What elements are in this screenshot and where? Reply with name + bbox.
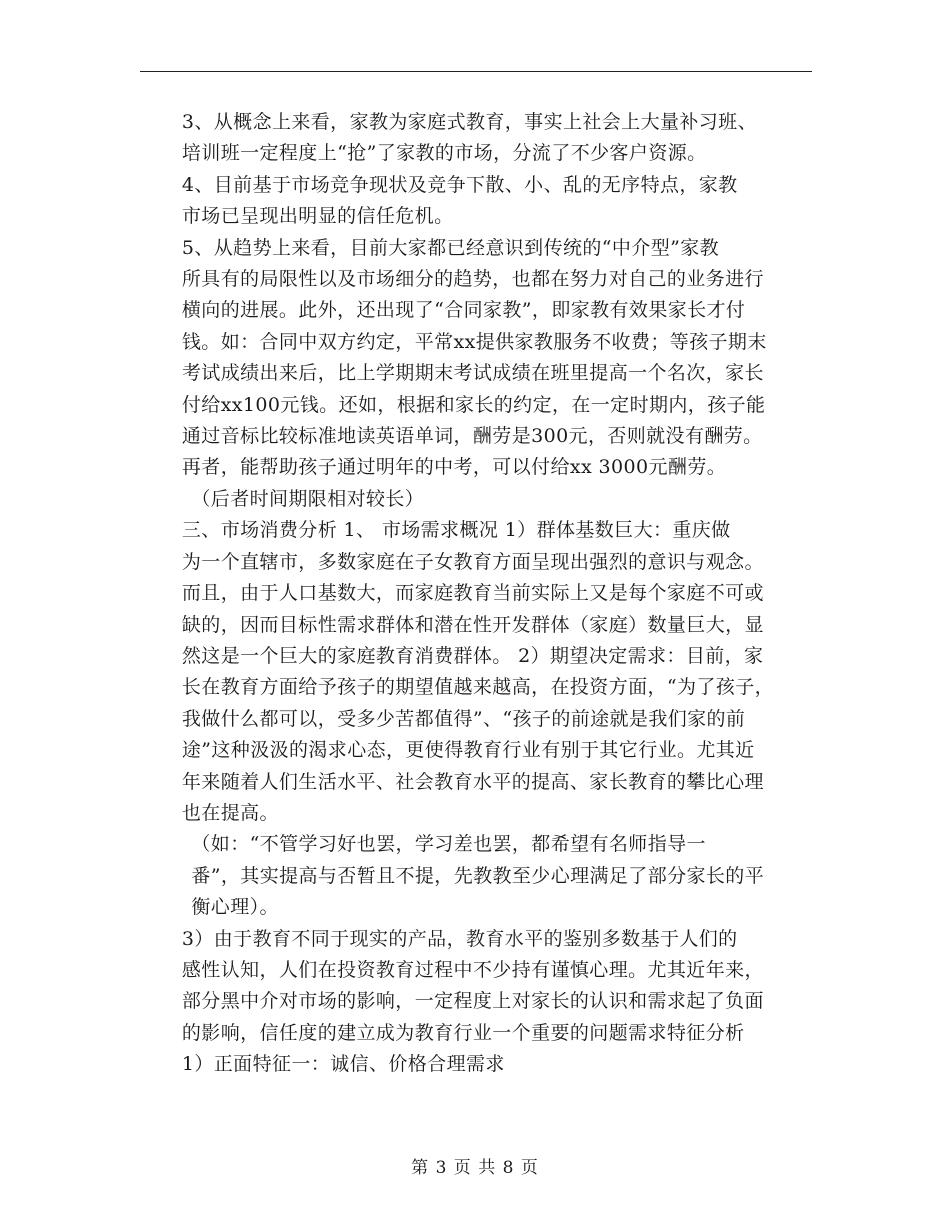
text-line: 市场已呈现出明显的信任危机。 <box>181 205 454 228</box>
text-line: 年来随着人们生活水平、社会教育水平的提高、家长教育的攀比心理 <box>181 770 764 793</box>
text-line: 感性认知，人们在投资教育过程中不少持有谨慎心理。尤其近年来， <box>181 958 764 981</box>
text-line: 三、市场消费分析 1、 市场需求概况 1）群体基数巨大：重庆做 <box>181 519 731 542</box>
paragraph-4 <box>142 484 812 515</box>
text-line: 培训班一定程度上“抢”了家教的市场，分流了不少客户资源。 <box>181 142 707 165</box>
paragraph-6 <box>142 829 812 923</box>
text-line: 所具有的局限性以及市场细分的趋势，也都在努力对自己的业务进行 <box>181 268 764 291</box>
header-rule <box>140 71 812 72</box>
text-line: 然这是一个巨大的家庭教育消费群体。 2）期望决定需求：目前，家 <box>181 644 764 667</box>
text-line: （如：“不管学习好也罢，学习差也罢，都希望有名师指导一 <box>191 833 706 856</box>
text-line: （后者时间期限相对较长） <box>191 487 425 510</box>
text-line: 钱。如：合同中双方约定，平常xx提供家教服务不收费；等孩子期末 <box>181 330 767 353</box>
text-line: 5、从趋势上来看，目前大家都已经意识到传统的“中介型”家教 <box>181 236 720 259</box>
text-line: 我做什么都可以，受多少苦都值得”、“孩子的前途就是我们家的前 <box>181 707 746 730</box>
text-line: 3、从概念上来看，家教为家庭式教育，事实上社会上大量补习班、 <box>181 111 757 133</box>
text-line: 横向的进展。此外，还出现了“合同家教”，即家教有效果家长才付 <box>181 299 746 322</box>
paragraph-2 <box>142 170 812 233</box>
text-line: 4、目前基于市场竞争现状及竞争下散、小、乱的无序特点，家教 <box>181 173 738 196</box>
text-line: 而且，由于人口基数大，而家庭教育当前实际上又是每个家庭不可或 <box>181 582 764 605</box>
text-line: 再者，能帮助孩子通过明年的中考，可以付给xx 3000元酬劳。 <box>181 456 727 479</box>
text-line: 长在教育方面给予孩子的期望值越来越高，在投资方面，“为了孩子， <box>181 676 775 699</box>
text-line: 3）由于教育不同于现实的产品，教育水平的鉴别多数基于人们的 <box>181 927 738 950</box>
paragraph-5 <box>142 515 812 829</box>
text-line: 途”这种汲汲的渴求心态，更使得教育行业有别于其它行业。尤其近 <box>181 739 755 762</box>
page-number-footer: 第 3 页 共 8 页 <box>411 1158 539 1178</box>
text-line: 付给xx100元钱。还如，根据和家长的约定，在一定时期内，孩子能 <box>181 393 766 416</box>
paragraph-7 <box>142 924 812 1081</box>
text-line: 缺的，因而目标性需求群体和潜在性开发群体（家庭）数量巨大，显 <box>181 613 764 636</box>
paragraph-3 <box>142 233 812 484</box>
text-line: 衡心理）。 <box>191 896 279 919</box>
paragraph-1 <box>142 107 812 170</box>
text-line: 番”，其实提高与否暂且不提，先教教至少心理满足了部分家长的平 <box>191 864 765 887</box>
document-body <box>142 107 812 1081</box>
text-line: 通过音标比较标准地读英语单词，酬劳是300元，否则就没有酬劳。 <box>181 425 763 448</box>
text-line: 的影响，信任度的建立成为教育行业一个重要的问题需求特征分析 <box>181 1021 745 1044</box>
text-line: 1）正面特征一：诚信、价格合理需求 <box>181 1053 505 1076</box>
text-line: 为一个直辖市，多数家庭在子女教育方面呈现出强烈的意识与观念。 <box>181 550 764 573</box>
text-line: 考试成绩出来后，比上学期期末考试成绩在班里提高一个名次，家长 <box>181 362 764 385</box>
text-line: 部分黑中介对市场的影响，一定程度上对家长的认识和需求起了负面 <box>181 990 764 1013</box>
text-line: 也在提高。 <box>181 801 279 824</box>
